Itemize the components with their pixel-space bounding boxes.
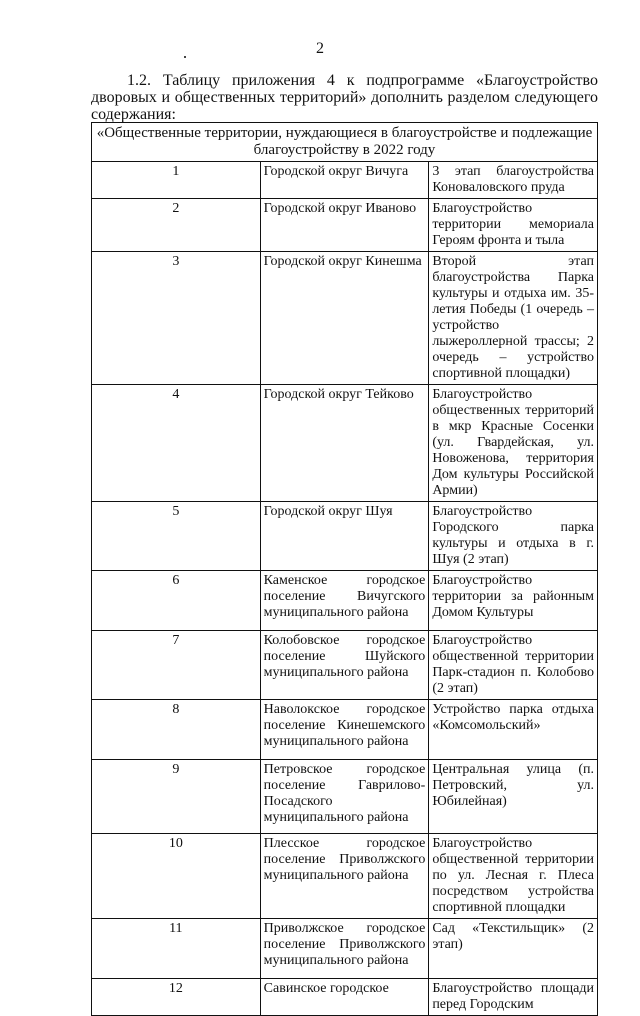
row-number: 9: [92, 760, 261, 834]
table-row: [92, 502, 598, 571]
object-cell: Благоустройство территории мемориала Героям фронта и тыла: [429, 199, 598, 252]
row-number: 4: [92, 385, 261, 502]
table-row: [92, 834, 598, 919]
municipality-cell: Приволжское городское поселение Приволжского муниципального района: [260, 919, 429, 979]
row-number: 5: [92, 502, 261, 571]
municipality-cell: Савинское городское: [260, 979, 429, 1016]
municipality-cell: Городской округ Тейково: [260, 385, 429, 502]
row-number: 2: [92, 199, 261, 252]
object-cell: 3 этап благоустройства Коноваловского пруда: [429, 162, 598, 199]
object-cell: Центральная улица (п. Петровский, ул. Юбилейная): [429, 760, 598, 834]
table-row: [92, 199, 598, 252]
row-number: 11: [92, 919, 261, 979]
table-row: [92, 919, 598, 979]
table-row: [92, 979, 598, 1016]
table-row: [92, 252, 598, 385]
municipality-cell: Городской округ Иваново: [260, 199, 429, 252]
table-row: [92, 162, 598, 199]
table-row: [92, 631, 598, 700]
table-header-row: [92, 123, 598, 162]
territories-table: [91, 122, 598, 1016]
row-number: 6: [92, 571, 261, 631]
row-number: 12: [92, 979, 261, 1016]
municipality-cell: Каменское городское поселение Вичугского муниципального района: [260, 571, 429, 631]
object-cell: Благоустройство Городского парка культуры и отдыха в г. Шуя (2 этап): [429, 502, 598, 571]
object-cell: Благоустройство территории за районным Домом Культуры: [429, 571, 598, 631]
page-number: 2: [316, 40, 324, 57]
object-cell: Благоустройство общественных территорий в мкр Красные Сосенки (ул. Гвардейская, ул. Новоженова, территория Дом культуры Российской Армии): [429, 385, 598, 502]
row-number: 3: [92, 252, 261, 385]
object-cell: Второй этап благоустройства Парка культуры и отдыха им. 35-летия Победы (1 очередь – устройство лыжероллерной трассы; 2 очередь – устройство спортивной площадки): [429, 252, 598, 385]
object-cell: Благоустройство общественной территории Парк-стадион п. Колобово (2 этап): [429, 631, 598, 700]
municipality-cell: Городской округ Кинешма: [260, 252, 429, 385]
table-row: [92, 571, 598, 631]
table-row: [92, 760, 598, 834]
table-header: «Общественные территории, нуждающиеся в благоустройстве и подлежащие благоустройству в 2022 году: [92, 123, 598, 162]
row-number: 7: [92, 631, 261, 700]
intro-paragraph: 1.2. Таблицу приложения 4 к подпрограмме «Благоустройство дворовых и общественных территорий» дополнить разделом следующего содержания:: [91, 72, 598, 123]
municipality-cell: Петровское городское поселение Гаврилово-Посадского муниципального района: [260, 760, 429, 834]
scan-dot: [184, 56, 186, 58]
table-row: [92, 385, 598, 502]
object-cell: Устройство парка отдыха «Комсомольский»: [429, 700, 598, 760]
object-cell: Сад «Текстильщик» (2 этап): [429, 919, 598, 979]
object-cell: Благоустройство площади перед Городским: [429, 979, 598, 1016]
object-cell: Благоустройство общественной территории по ул. Лесная г. Плеса посредством устройства спортивной площадки: [429, 834, 598, 919]
row-number: 8: [92, 700, 261, 760]
municipality-cell: Городской округ Вичуга: [260, 162, 429, 199]
municipality-cell: Плесское городское поселение Приволжского муниципального района: [260, 834, 429, 919]
municipality-cell: Городской округ Шуя: [260, 502, 429, 571]
municipality-cell: Наволокское городское поселение Кинешемского муниципального района: [260, 700, 429, 760]
table-row: [92, 700, 598, 760]
row-number: 1: [92, 162, 261, 199]
municipality-cell: Колобовское городское поселение Шуйского муниципального района: [260, 631, 429, 700]
row-number: 10: [92, 834, 261, 919]
